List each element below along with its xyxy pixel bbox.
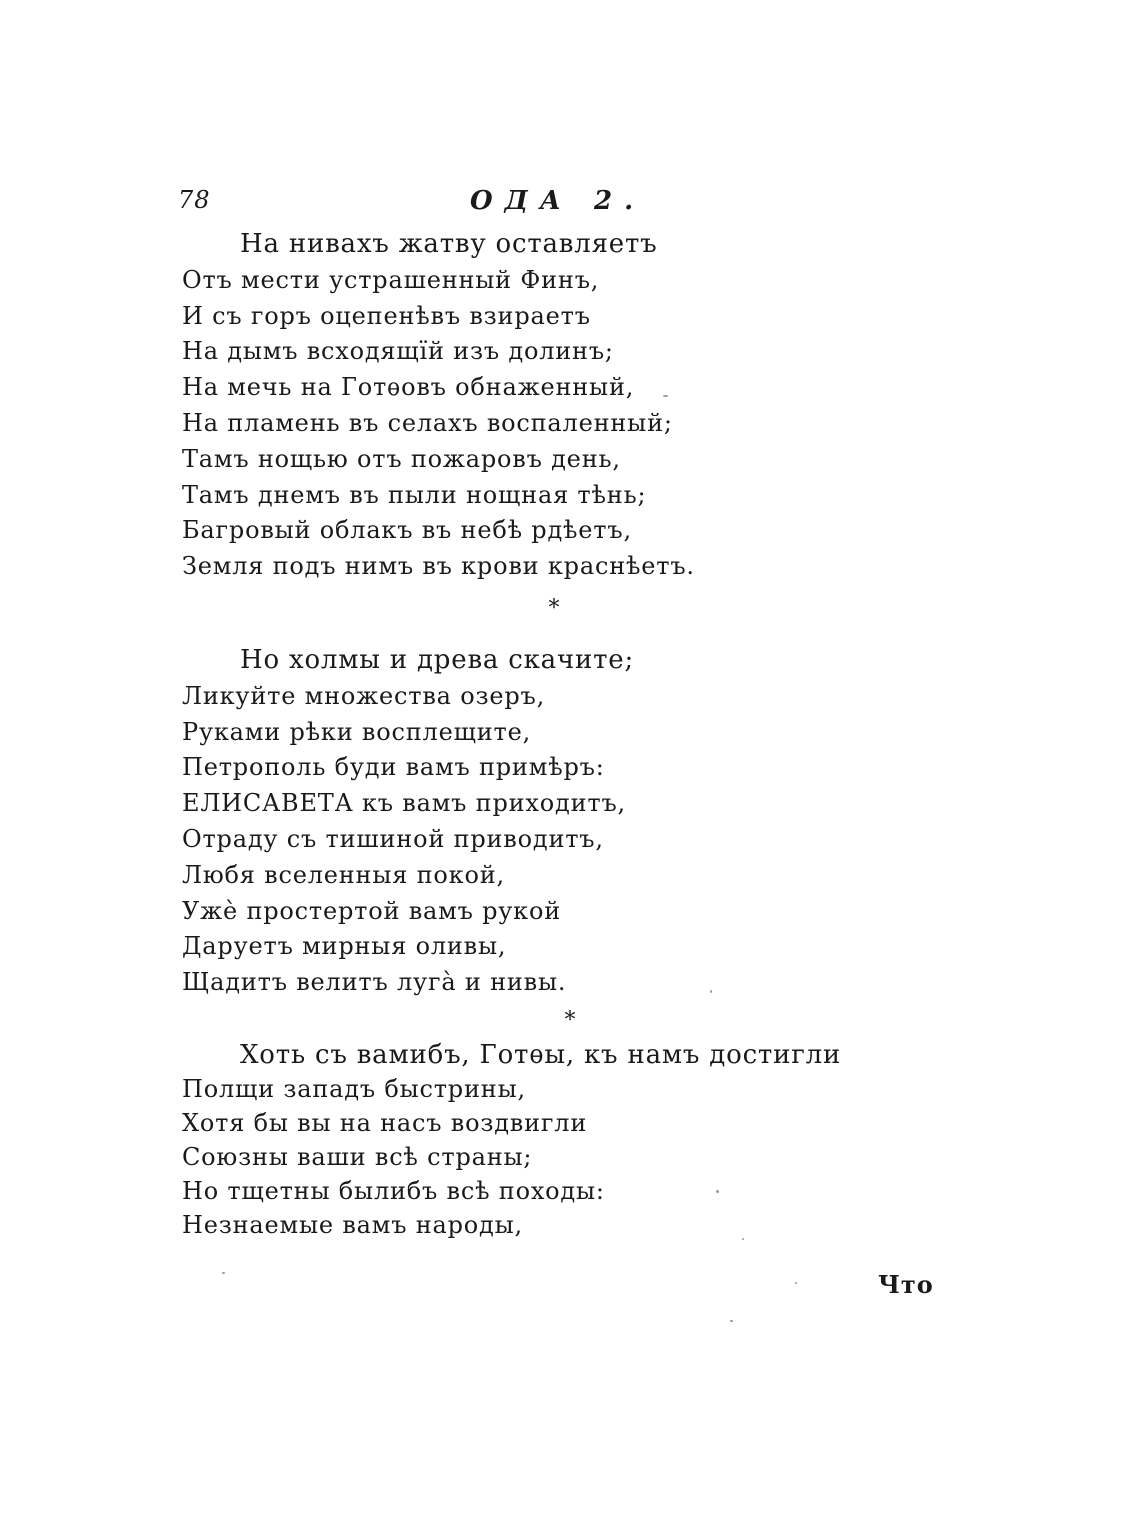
verse-line: На пламень въ селахъ воспаленный; bbox=[182, 408, 673, 437]
verse-line: Багровый облакъ въ небѣ рдѣетъ, bbox=[182, 516, 632, 545]
verse-line: Незнаемые вамъ народы, bbox=[182, 1211, 523, 1239]
verse-line: ЕЛИСАВЕТА къ вамъ приходитъ, bbox=[182, 789, 626, 818]
stanza-2 bbox=[182, 643, 822, 1001]
page-number: 78 bbox=[178, 186, 211, 214]
scan-speck bbox=[716, 1190, 719, 1193]
verse-line: На нивахъ жатву оставляетъ bbox=[240, 229, 658, 259]
verse-line: Тамъ днемъ въ пыли нощная тѣнь; bbox=[182, 480, 647, 509]
page-header bbox=[0, 186, 1138, 220]
verse-line: Тамъ нощью отъ пожаровъ день, bbox=[182, 444, 621, 473]
verse-line: На дымъ всходящїй изъ долинъ; bbox=[182, 337, 614, 366]
verse-line: Отраду съ тишиной приводитъ, bbox=[182, 824, 604, 853]
running-title: ОДА 2. bbox=[470, 186, 646, 216]
verse-line: Любя вселенныя покой, bbox=[182, 860, 505, 889]
verse-line: Петрополь буди вамъ примѣръ: bbox=[182, 753, 605, 782]
verse-line: Союзны ваши всѣ страны; bbox=[182, 1143, 533, 1171]
stanza-divider-asterisk: * bbox=[548, 596, 560, 621]
verse-line: Ужѐ простертой вамъ рукой bbox=[182, 896, 562, 925]
scan-speck bbox=[663, 395, 668, 397]
scan-speck bbox=[730, 1320, 733, 1322]
verse-line: Полщи западъ быстрины, bbox=[182, 1075, 526, 1103]
verse-line: Но тщетны былибъ всѣ походы: bbox=[182, 1177, 605, 1205]
verse-line: Отъ мести устрашенный Финъ, bbox=[182, 265, 600, 294]
catchword: Что bbox=[878, 1270, 934, 1299]
verse-line: Хотя бы вы на насъ воздвигли bbox=[182, 1109, 588, 1137]
verse-line: И съ горъ оцепенѣвъ взираетъ bbox=[182, 301, 591, 330]
scan-speck bbox=[222, 1272, 225, 1274]
stanza-divider-asterisk: * bbox=[564, 1008, 576, 1033]
verse-line: Хоть съ вамибъ, Готѳы, къ намъ достигли bbox=[240, 1040, 842, 1070]
verse-line: Земля подъ нимъ въ крови краснѣетъ. bbox=[182, 552, 695, 581]
stanza-1 bbox=[182, 227, 822, 585]
verse-line: Но холмы и древа скачите; bbox=[240, 645, 635, 675]
scan-speck bbox=[710, 990, 712, 993]
verse-line: Щадитъ велитъ луга̀ и нивы. bbox=[182, 968, 567, 997]
scan-speck bbox=[742, 1238, 744, 1240]
verse-line: Руками рѣки восплещите, bbox=[182, 717, 531, 746]
scan-speck bbox=[795, 1282, 797, 1284]
verse-line: Даруетъ мирныя оливы, bbox=[182, 932, 507, 961]
stanza-3 bbox=[182, 1038, 842, 1242]
verse-line: Ликуйте множества озеръ, bbox=[182, 681, 546, 710]
verse-line: На мечь на Готѳовъ обнаженный, bbox=[182, 373, 635, 402]
